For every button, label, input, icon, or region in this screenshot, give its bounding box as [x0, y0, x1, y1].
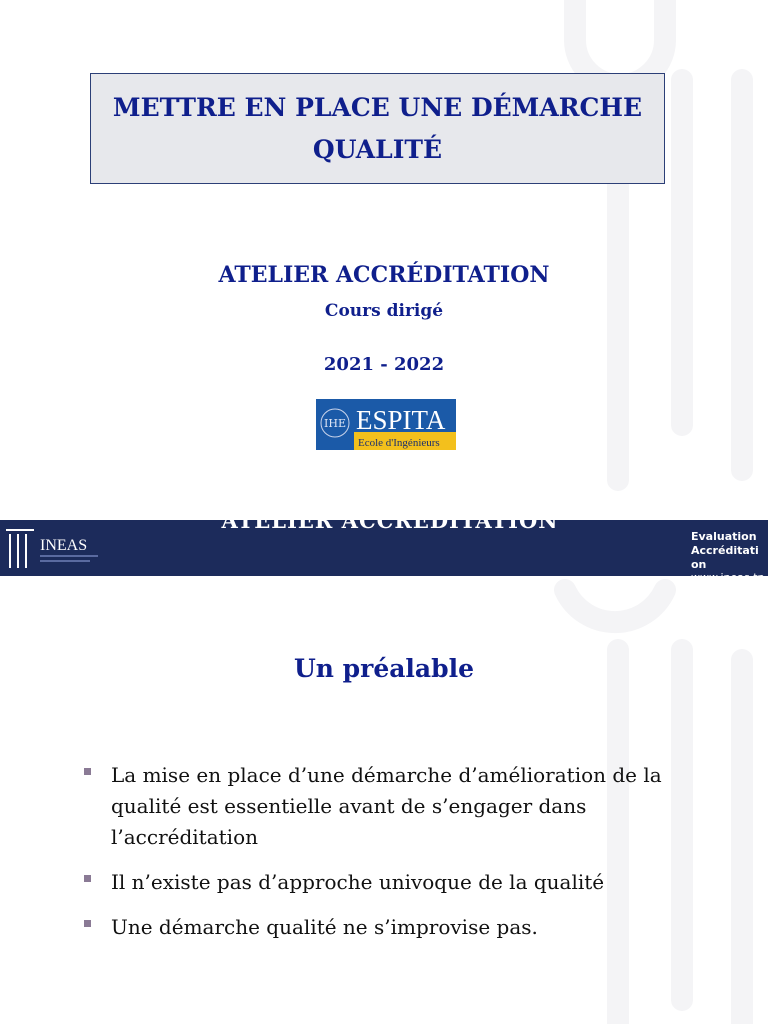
ineas-logo	[0, 524, 110, 572]
list-item	[84, 912, 704, 943]
ineas-logo-text: INEAS	[40, 537, 88, 554]
bullet-text: Il n’existe pas d’approche univoque de la qualité	[111, 870, 605, 894]
espita-logo-mark: IHE	[324, 417, 346, 430]
atelier-heading: ATELIER ACCRÉDITATION	[218, 262, 550, 288]
espita-logo	[316, 399, 456, 450]
bullet-list	[84, 760, 704, 957]
list-item	[84, 867, 704, 898]
list-item	[84, 760, 704, 853]
bullet-text: Une démarche qualité ne s’improvise pas.	[111, 915, 538, 939]
slide-title-box	[90, 73, 665, 184]
slide-title	[113, 87, 642, 171]
ineas-banner	[0, 508, 768, 584]
year-label: 2021 - 2022	[323, 354, 445, 375]
section-title: Un préalable	[293, 654, 475, 683]
slide-title-line2: QUALITÉ	[312, 134, 443, 164]
square-bullet-icon	[84, 920, 91, 927]
banner-right-line2: Accréditati	[691, 544, 759, 557]
espita-logo-tagline: Ecole d'Ingénieurs	[358, 437, 440, 449]
slide-title-line1: METTRE EN PLACE UNE DÉMARCHE	[112, 92, 643, 122]
espita-logo-name: ESPITA	[356, 405, 446, 435]
banner-url: www.ineas.tn	[691, 571, 765, 584]
banner-right-text	[691, 530, 767, 572]
square-bullet-icon	[84, 875, 91, 882]
banner-right-line3: on	[691, 558, 707, 571]
square-bullet-icon	[84, 768, 91, 775]
cours-subtitle: Cours dirigé	[324, 301, 444, 321]
banner-title: ATELIER ACCREDITATION	[221, 508, 559, 533]
banner-right-line1: Evaluation	[691, 530, 757, 543]
bullet-text: La mise en place d’une démarche d’amélioration de la qualité est essentielle avant de s’engager dans l’accréditation	[111, 763, 662, 849]
